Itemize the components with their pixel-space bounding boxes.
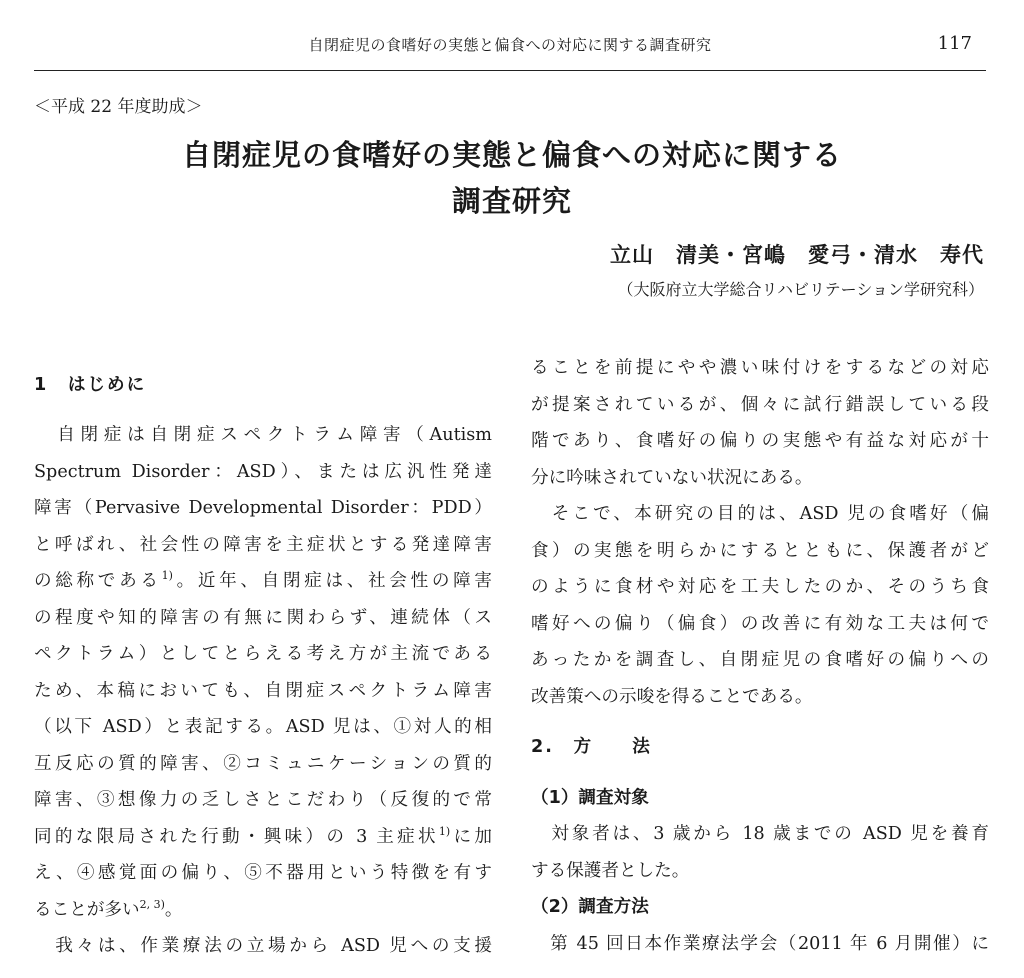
body-line — [34, 892, 492, 929]
body-line: 対象者は、3 歳から 18 歳までの ASD 児を養育 — [531, 824, 989, 844]
body-line: 障害（Pervasive Developmental Disorder：PDD） — [34, 498, 492, 518]
body-line: 我々は、作業療法の立場から ASD 児への支援 — [34, 936, 492, 956]
grant-label: ＜平成 22 年度助成＞ — [34, 97, 203, 117]
title-line-2: 調査研究 — [451, 184, 572, 218]
body-line: 第 45 回日本作業療法学会（2011 年 6 月開催）に — [531, 933, 989, 954]
body-line: ることを前提にやや濃い味付けをするなどの対応 — [531, 358, 989, 378]
body-line: え、④感覚面の偏り、⑤不器用という特徴を有す — [34, 863, 492, 883]
title-line-1: 自閉症児の食嗜好の実態と偏食への対応に関する — [181, 138, 842, 172]
body-line: 食）の実態を明らかにするとともに、保護者がど — [531, 540, 989, 561]
affiliation: （大阪府立大学総合リハビリテーション学研究科） — [617, 280, 984, 299]
body-line: する保護者とした。 — [531, 860, 690, 881]
body-line: 改善策への示唆を得ることである。 — [531, 686, 813, 707]
body-text: 。 — [164, 899, 183, 920]
body-line: 障害、③想像力の乏しさとこだわり（反復的で常 — [34, 790, 492, 810]
body-text: に加 — [450, 826, 492, 847]
body-text: ることが多い — [34, 899, 140, 920]
page-number: 117 — [937, 33, 972, 54]
subsection-heading-method: （2）調査方法 — [531, 897, 649, 917]
authors: 立山 清美・宮嶋 愛弓・清水 寿代 — [610, 242, 984, 267]
body-line: ため、本稿においても、自閉症スペクトラム障害 — [34, 680, 492, 701]
right-column — [531, 350, 989, 962]
body-line: ペクトラム）としてとらえる考え方が主流である — [34, 644, 492, 664]
body-line: 嗜好への偏り（偏食）の改善に有効な工夫は何で — [531, 613, 989, 634]
body-line: そこで、本研究の目的は、ASD 児の食嗜好（偏 — [531, 504, 989, 524]
citation-ref: 1) — [438, 824, 451, 838]
body-line: 階であり、食嗜好の偏りの実態や有益な対応が十 — [531, 431, 989, 451]
body-line: 互反応の質的障害、②コミュニケーションの質的 — [34, 753, 492, 774]
article-title — [0, 132, 1024, 224]
running-title: 自閉症児の食嗜好の実態と偏食への対応に関する調査研究 — [308, 36, 712, 54]
running-header — [34, 26, 986, 71]
citation-ref: 1) — [161, 569, 173, 582]
subsection-heading-subjects: （1）調査対象 — [531, 787, 649, 808]
body-line: の程度や知的障害の有無に関わらず、連続体（ス — [34, 607, 492, 628]
body-line: のように食材や対応を工夫したのか、そのうち食 — [531, 577, 989, 597]
body-line: あったかを調査し、自閉症児の食嗜好の偏りへの — [531, 650, 989, 670]
body-text: 同的な限局された行動・興味）の 3 主症状 — [34, 826, 439, 847]
body-line: 分に吟味されていない状況にある。 — [531, 467, 813, 488]
body-line: Spectrum Disorder：ASD）、または広汎性発達 — [34, 461, 492, 482]
body-text: の総称である — [34, 571, 162, 591]
citation-ref: 2, 3) — [139, 897, 165, 911]
body-line — [34, 563, 492, 600]
body-line: と呼ばれ、社会性の障害を主症状とする発達障害 — [34, 534, 492, 555]
body-text: 。近年、自閉症は、社会性の障害 — [172, 571, 492, 591]
body-line — [34, 819, 492, 856]
section-heading-introduction: 1 はじめに — [34, 375, 147, 395]
body-line: 自閉症は自閉症スペクトラム障害（Autism — [34, 425, 492, 445]
body-line: （以下 ASD）と表記する。ASD 児は、①対人的相 — [34, 717, 492, 737]
section-heading-methods: 2. 方 法 — [531, 737, 652, 757]
body-line: が提案されているが、個々に試行錯誤している段 — [531, 394, 989, 415]
left-column — [34, 350, 492, 965]
